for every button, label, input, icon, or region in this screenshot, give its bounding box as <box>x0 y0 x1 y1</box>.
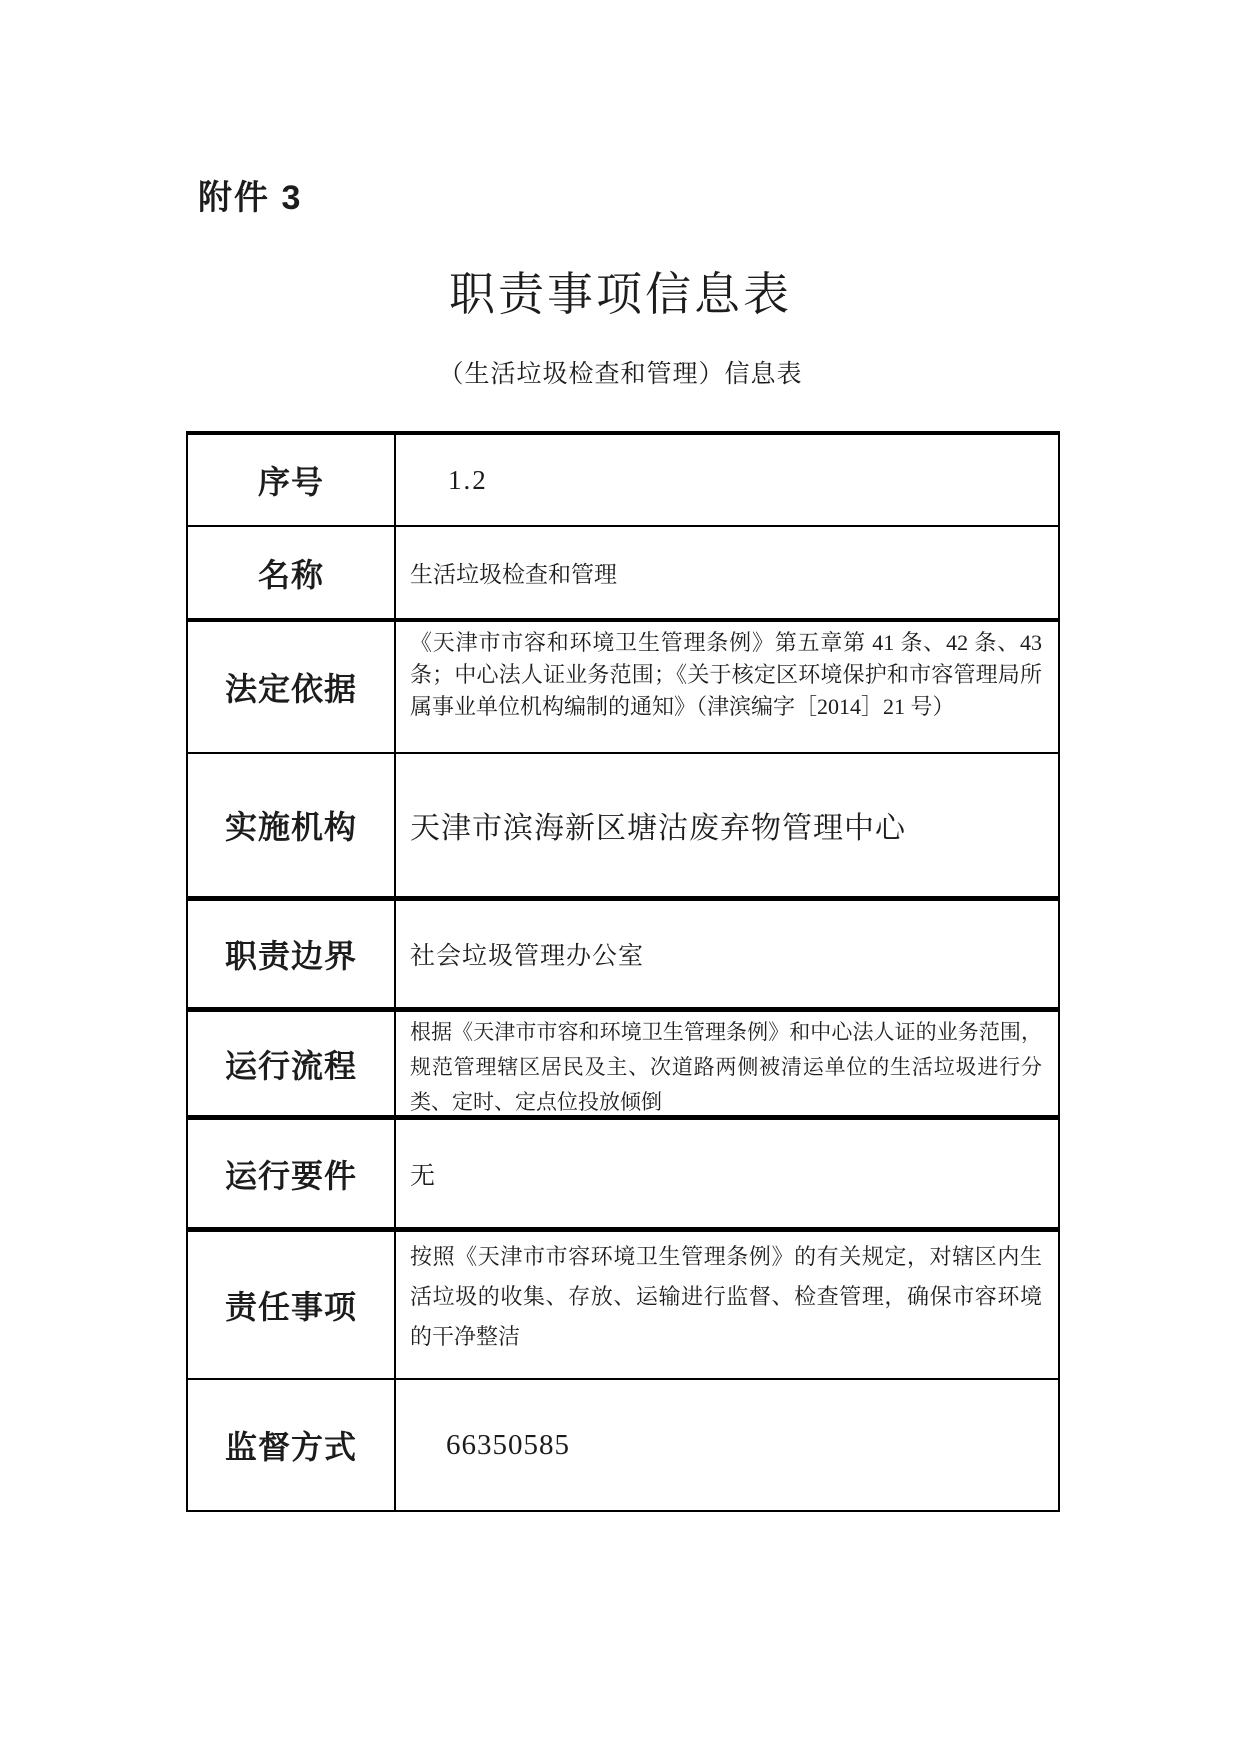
table-row-serial-number <box>188 435 1058 527</box>
name-value: 生活垃圾检查和管理 <box>410 562 617 587</box>
responsibility-boundary-value: 社会垃圾管理办公室 <box>410 943 645 970</box>
table-row-implementing-agency <box>188 754 1058 901</box>
table-row-legal-basis <box>188 622 1058 754</box>
attachment-label: 附件 3 <box>198 179 303 217</box>
table-row-operation-process <box>188 1012 1058 1120</box>
responsibility-items-value: 按照《天津市市容环境卫生管理条例》的有关规定，对辖区内生活垃圾的收集、存放、运输进行监督、检查管理，确保市容环境的干净整洁 <box>410 1244 1042 1349</box>
table-row-operation-requirements <box>188 1120 1058 1232</box>
operation-requirements-value: 无 <box>410 1162 436 1190</box>
info-table <box>186 431 1060 1512</box>
table-row-supervision-method <box>188 1380 1058 1510</box>
serial-number-value: 1.2 <box>448 464 488 495</box>
document-subtitle: （生活垃圾检查和管理）信息表 <box>438 361 803 388</box>
operation-process-label: 运行流程 <box>188 1012 396 1115</box>
operation-requirements-label: 运行要件 <box>188 1120 396 1227</box>
operation-process-value: 根据《天津市市容和环境卫生管理条例》和中心法人证的业务范围，规范管理辖区居民及主、次道路两侧被清运单位的生活垃圾进行分类、定时、定点位投放倾倒 <box>410 1020 1042 1114</box>
implementing-agency-value: 天津市滨海新区塘沽废弃物管理中心 <box>410 812 906 845</box>
implementing-agency-label: 实施机构 <box>188 754 396 896</box>
table-row-name <box>188 527 1058 622</box>
legal-basis-label: 法定依据 <box>188 622 396 752</box>
table-row-responsibility-boundary <box>188 901 1058 1012</box>
document-title: 职责事项信息表 <box>449 269 792 320</box>
name-label: 名称 <box>188 527 396 618</box>
responsibility-items-label: 责任事项 <box>188 1232 396 1378</box>
supervision-method-value: 66350585 <box>446 1428 570 1461</box>
responsibility-boundary-label: 职责边界 <box>188 901 396 1007</box>
supervision-method-label: 监督方式 <box>188 1380 396 1510</box>
serial-number-label: 序号 <box>188 435 396 525</box>
table-row-responsibility-items <box>188 1232 1058 1380</box>
legal-basis-value: 《天津市市容和环境卫生管理条例》第五章第 41 条、42 条、43 条；中心法人证业务范围；《关于核定区环境保护和市容管理局所属事业单位机构编制的通知》（津滨编字［2014］21 号） <box>410 630 1042 719</box>
